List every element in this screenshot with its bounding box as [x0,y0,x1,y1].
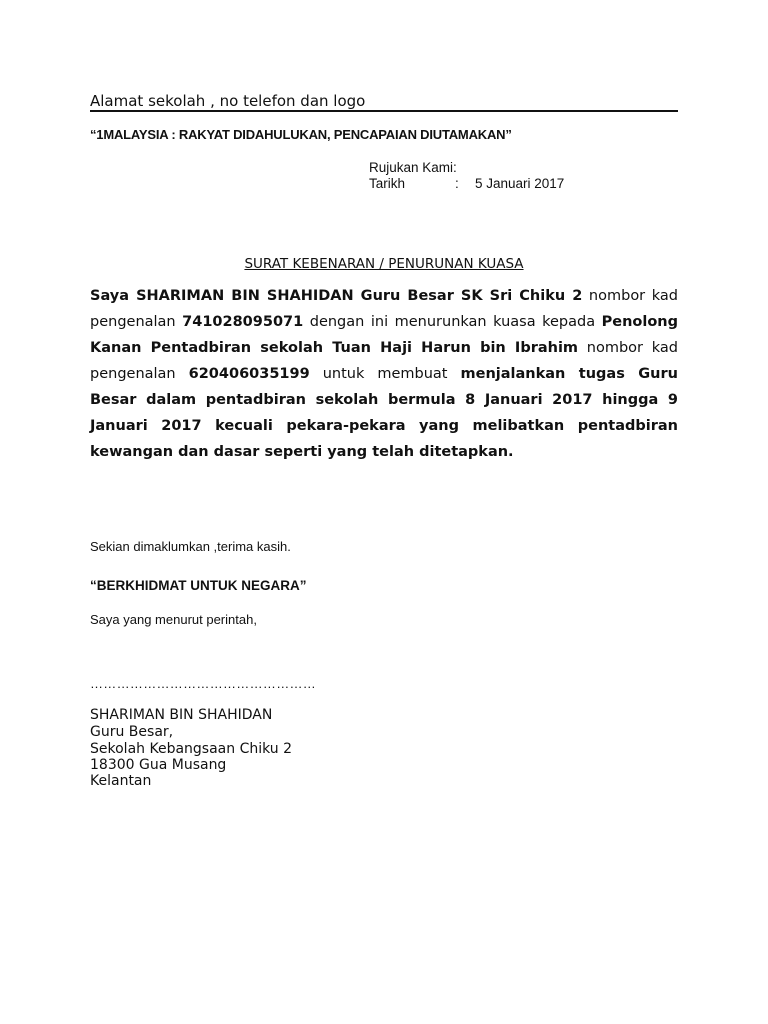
body-text-6: nombor kad pengenalan [90,340,678,382]
motto: “BERKHIDMAT UNTUK NEGARA” [90,578,307,593]
closing-text: Sekian dimaklumkan ,terima kasih. [90,539,291,554]
signature-line: …………………………………………… [90,676,317,691]
body-bold-1: Saya SHARIMAN BIN SHAHIDAN Guru Besar SK Sri Chiku 2 [90,288,583,304]
body-text-8: untuk membuat [309,366,461,382]
body-ic-1: 741028095071 [182,314,304,330]
header-divider [90,110,678,112]
body-ic-2: 620406035199 [188,366,310,382]
body-paragraph [90,283,678,465]
signatory-postcode-town: 18300 Gua Musang [90,757,227,773]
date-colon: : [455,176,459,191]
body-bold-9: menjalankan tugas Guru Besar dalam pentadbiran sekolah bermula 8 Januari 2017 hingga 9 Januari 2017 kecuali pekara-pekara yang melibatkan pentadbiran kewangan dan dasar seperti yang telah ditetapkan. [90,366,678,460]
date-label: Tarikh [369,176,406,191]
body-text-2: nombor kad pengenalan [90,288,678,330]
body-text-4: dengan ini menurunkan kuasa kepada [303,314,602,330]
letterhead-address: Alamat sekolah , no telefon dan logo [90,92,366,110]
slogan: “1MALAYSIA : RAKYAT DIDAHULUKAN, PENCAPAIAN DIUTAMAKAN” [90,127,512,142]
signatory-position: Guru Besar, [90,724,174,740]
body-bold-5: Penolong Kanan Pentadbiran sekolah Tuan Haji Harun bin Ibrahim [90,314,678,356]
signatory-state: Kelantan [90,773,152,789]
obedient-text: Saya yang menurut perintah, [90,612,257,627]
signatory-name: SHARIMAN BIN SHAHIDAN [90,707,273,723]
reference-label: Rujukan Kami: [369,160,457,175]
letter-title: SURAT KEBENARAN / PENURUNAN KUASA [244,256,524,272]
date-value: 5 Januari 2017 [475,176,565,191]
signatory-school: Sekolah Kebangsaan Chiku 2 [90,741,293,757]
